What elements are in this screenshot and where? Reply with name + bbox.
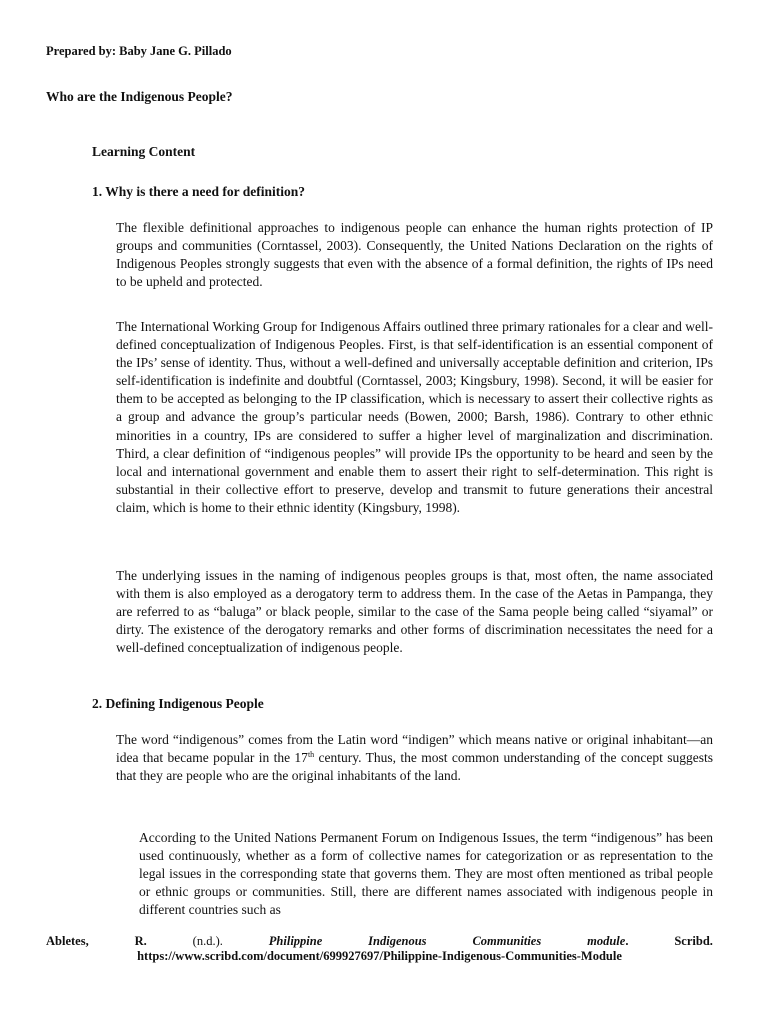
section-2-heading: 2. Defining Indigenous People [92, 696, 264, 711]
section-2-paragraph-1-text-b: century. Thus, the most common understanding of the concept suggests that they are people who are the original inhabitants of the land. [116, 750, 713, 784]
prepared-by-line: Prepared by: Baby Jane G. Pillado [46, 44, 232, 58]
section-1-paragraph-2: The International Working Group for Indigenous Affairs outlined three primary rationales for a clear and well-defined conceptualization of Indigenous Peoples. First, is that self-identification is an essential component of the IPs’ sense of identity. Thus, without a well-defined and universally acceptable definition and criterion, IPs self-identification is indefinite and doubtful (Corntassel, 2003; Kingsbury, 1998). Second, it will be easier for them to be accepted as belonging to the IP classification, which is necessary to assert their collective rights as a group and advance the group’s particular needs (Bowen, 2000; Barsh, 1986). Contrary to other ethnic minorities in a country, IPs are considered to suffer a higher level of marginalization and discrimination. Third, a clear definition of “indigenous peoples” will provide IPs the opportunity to be heard and seen by the local and international government and enable them to assert their right to self-determination. This right is substantial in their collective effort to preserve, develop and transmit to future generations their ancestral claim, which is home to their ethnic identity (Kingsbury, 1998). [116, 319, 713, 515]
document-title: Who are the Indigenous People? [46, 89, 233, 104]
section-1-heading: 1. Why is there a need for definition? [92, 184, 306, 199]
citation-title-word-1: Philippine [268, 934, 323, 948]
citation-title-end: . [625, 934, 629, 948]
section-1-paragraph-3: The underlying issues in the naming of indigenous peoples groups is that, most often, the name associated with them is also employed as a derogatory term to address them. In the case of the Aetas in Pampanga, they are referred to as “baluga” or black people, similar to the case of the Sama people being called “siyamal” or dirty. The existence of the derogatory remarks and other forms of discrimination necessitates the need for a well-defined conceptualization of indigenous people. [116, 568, 713, 656]
citation-publisher: Scribd. [674, 934, 713, 948]
section-1-paragraph-1: The flexible definitional approaches to indigenous people can enhance the human rights protection of IP groups and communities (Corntassel, 2003). Consequently, the United Nations Declaration on the rights of Indigenous Peoples strongly suggests that even with the absence of a formal definition, the rights of IPs need to be upheld and protected. [116, 220, 713, 290]
citation-author: Abletes, [46, 934, 89, 948]
citation-initial: R. [134, 934, 147, 948]
superscript-th: th [307, 750, 315, 760]
section-2-paragraph-2: According to the United Nations Permanent Forum on Indigenous Issues, the term “indigenous” has been used continuously, whether as a form of collective names for categorization or as representation to the legal issues in the corresponding state that governs them. They are most often mentioned as tribal people or ethnic groups or communities. Still, there are different names associated with indigenous people in different countries such as [139, 830, 713, 918]
section-2-paragraph-1 [116, 731, 713, 785]
citation-title-word-3: Communities [472, 934, 542, 948]
citation-title-word-4: module [587, 934, 626, 948]
citation-footer [46, 934, 713, 964]
citation-title-word-4-wrap [587, 934, 628, 949]
citation-title-word-2: Indigenous [368, 934, 427, 948]
section-2-paragraph-1-text-a: The word “indigenous” comes from the Latin word “indigen” which means native or original inhabitant—an idea that became popular in the 17 [116, 732, 713, 766]
citation-date: (n.d.). [192, 934, 223, 948]
learning-content-heading: Learning Content [92, 144, 196, 159]
citation-line-1 [46, 934, 713, 949]
citation-url[interactable]: https://www.scribd.com/document/699927697/Philippine-Indigenous-Communities-Module [137, 949, 622, 963]
